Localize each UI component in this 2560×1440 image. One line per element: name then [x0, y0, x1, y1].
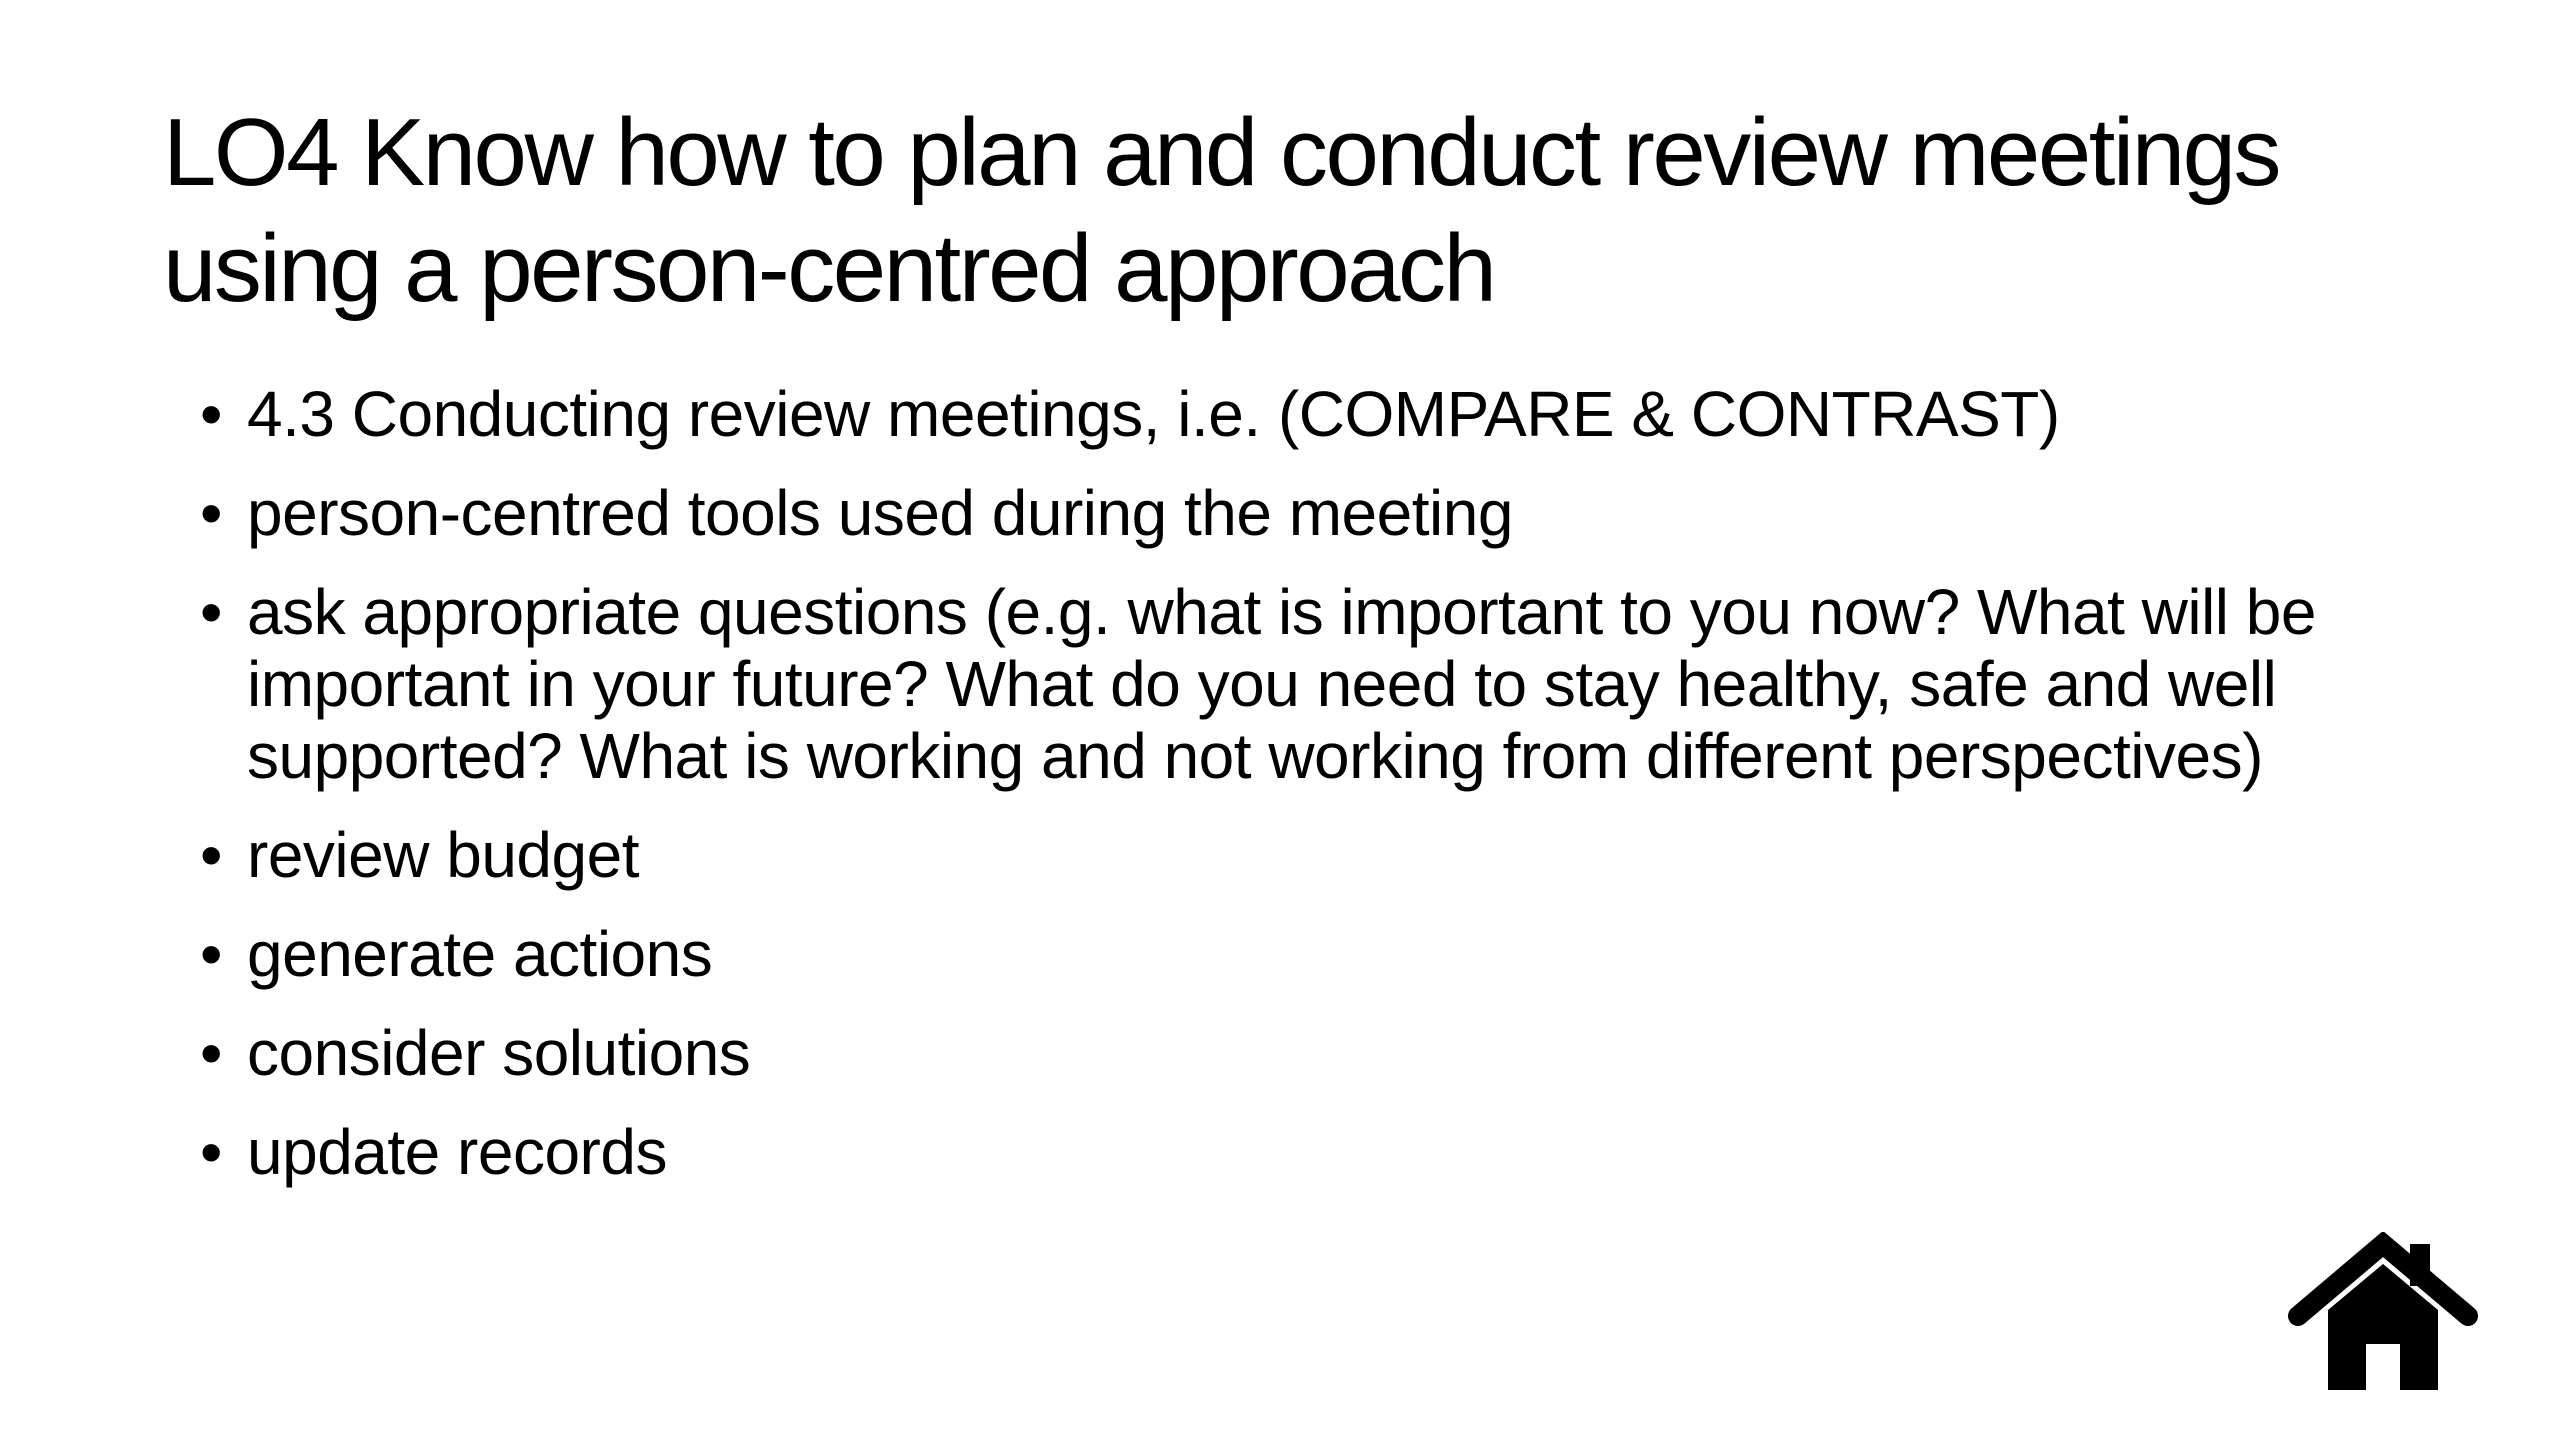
bullet-dot: •: [200, 477, 222, 549]
bullet-dot: •: [200, 1116, 222, 1188]
bullet-text: ask appropriate questions (e.g. what is important to you now? What will be important in your future? What do you need to stay healthy, safe and well supported? What is working and not working from different perspectives): [247, 576, 2316, 792]
bullet-item: [200, 378, 2400, 450]
bullet-dot: •: [200, 576, 222, 648]
bullet-text: generate actions: [247, 918, 713, 990]
bullet-text: person-centred tools used during the meeting: [247, 477, 1513, 549]
bullet-item: [200, 576, 2400, 792]
bullet-item: [200, 1017, 2400, 1089]
bullet-dot: •: [200, 378, 222, 450]
bullet-dot: •: [200, 1017, 222, 1089]
bullet-dot: •: [200, 918, 222, 990]
bullet-text: consider solutions: [247, 1017, 751, 1089]
bullet-item: [200, 477, 2400, 549]
bullet-text: update records: [247, 1116, 667, 1188]
bullet-list: [200, 378, 2400, 1215]
bullet-text: review budget: [247, 819, 639, 891]
bullet-text: 4.3 Conducting review meetings, i.e. (COMPARE & CONTRAST): [247, 378, 2060, 450]
bullet-item: [200, 1116, 2400, 1188]
bullet-item: [200, 918, 2400, 990]
slide-title: LO4 Know how to plan and conduct review meetings using a person-centred approach: [163, 99, 2279, 322]
home-icon[interactable]: [2288, 1232, 2478, 1392]
bullet-item: [200, 819, 2400, 891]
bullet-dot: •: [200, 819, 222, 891]
